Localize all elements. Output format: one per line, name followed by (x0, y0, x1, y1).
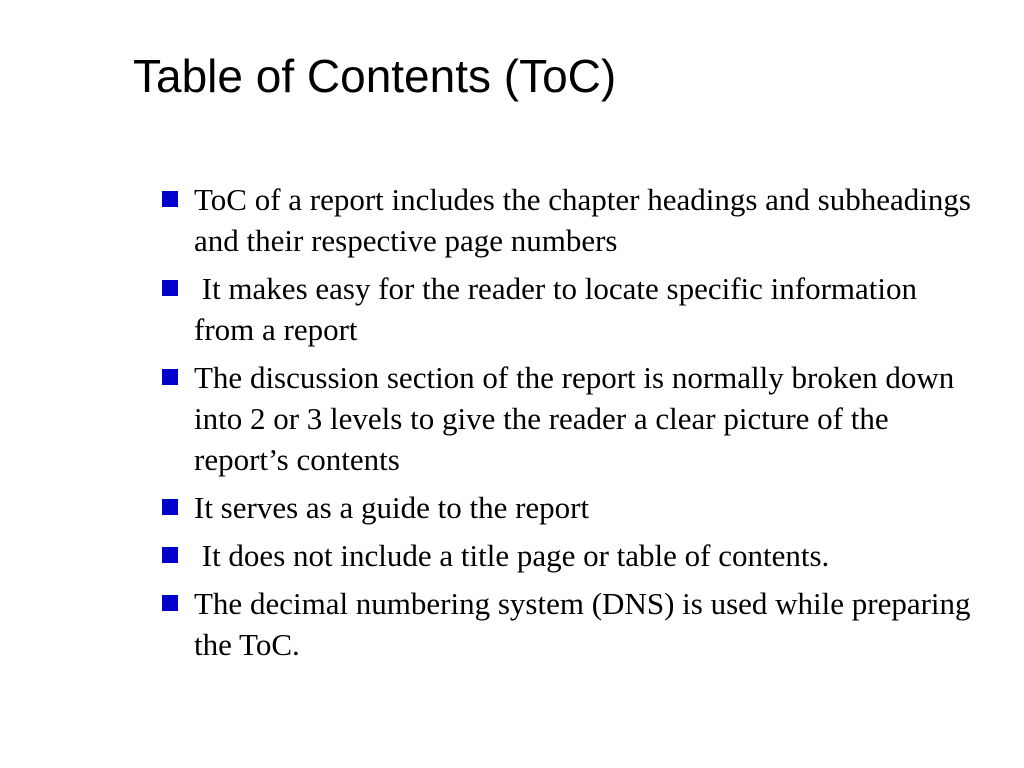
bullet-text: The decimal numbering system (DNS) is used while preparing the ToC. (194, 586, 979, 662)
square-bullet-icon (162, 595, 178, 611)
square-bullet-icon (162, 499, 178, 515)
bullet-text: It does not include a title page or table of contents. (194, 538, 830, 573)
bullet-text: It makes easy for the reader to locate specific information from a report (194, 271, 925, 347)
bullet-text: ToC of a report includes the chapter headings and subheadings and their respective page numbers (194, 182, 979, 258)
bullet-item (162, 535, 972, 576)
square-bullet-icon (162, 280, 178, 296)
bullet-text: The discussion section of the report is normally broken down into 2 or 3 levels to give the reader a clear picture of the report’s contents (194, 360, 962, 477)
bullet-list (162, 179, 979, 672)
square-bullet-icon (162, 369, 178, 385)
bullet-item (162, 357, 972, 480)
bullet-item (162, 487, 972, 528)
slide-title: Table of Contents (ToC) (133, 50, 617, 102)
square-bullet-icon (162, 191, 178, 207)
bullet-item (162, 179, 979, 261)
bullet-item (162, 268, 972, 350)
square-bullet-icon (162, 547, 178, 563)
bullet-text: It serves as a guide to the report (194, 490, 590, 525)
bullet-item (162, 583, 979, 665)
